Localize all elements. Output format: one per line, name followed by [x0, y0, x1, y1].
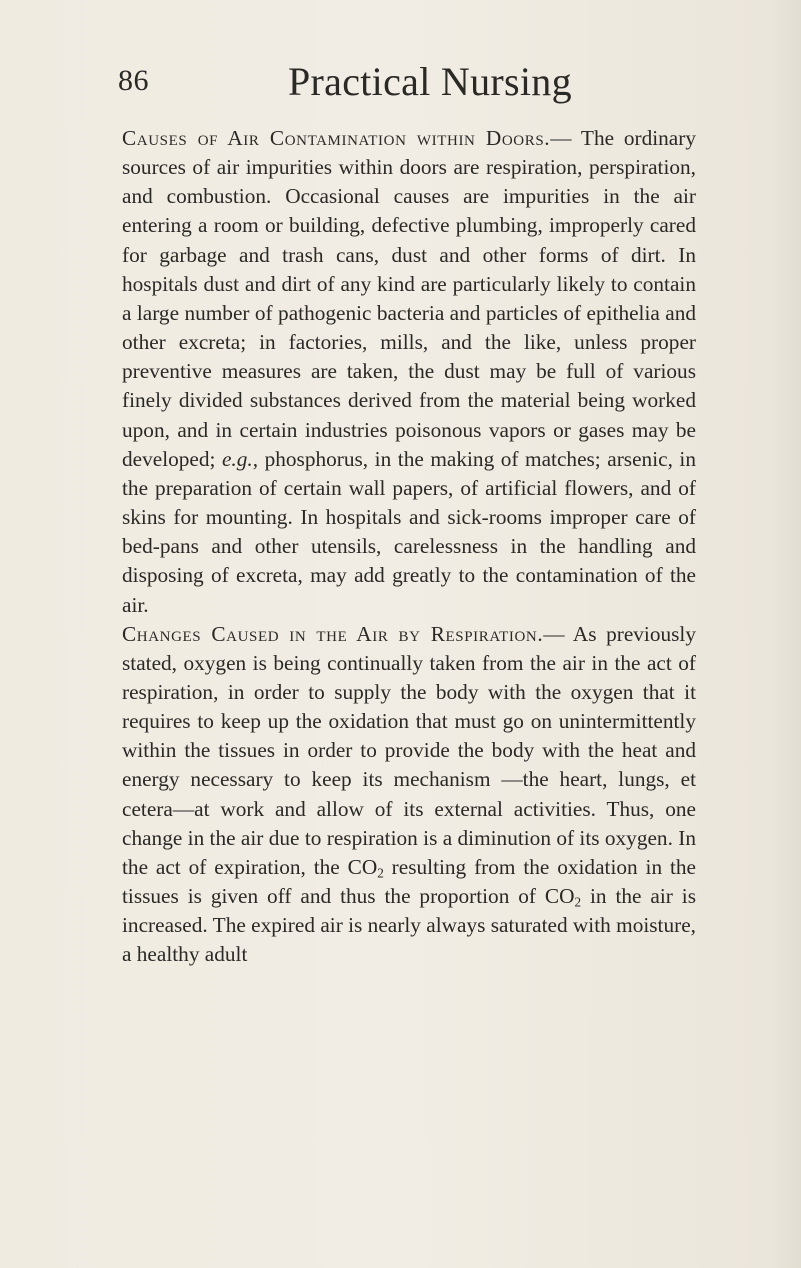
paragraph-text: in the air is increased. The expired air is nearly always saturated with moisture, a healthy adult: [122, 884, 697, 967]
paragraph-text: The ordinary sources of air impurities within doors are respiration, perspiration, and combustion. Occasional causes are impurities in the air entering a room or building, defective plumbing, improperly cared for garbage and trash cans, dust and other forms of dirt. In hospitals dust and dirt of any kind are particularly likely to contain a large number of pathogenic bacteria and particles of epithelia and other excreta; in factories, mills, and the like, unless proper preventive measures are taken, the dust may be full of various finely divided substances derived from the material being worked upon, and in certain industries poisonous vapors or gases may be developed;: [122, 126, 696, 471]
section-heading-respiration-changes: Changes Caused in the Air by Respiration.: [122, 621, 544, 646]
heading-dash: —: [550, 126, 572, 150]
subscript: 2: [574, 894, 582, 910]
paragraph-text: As previously stated, oxygen is being continually taken from the air in the act of respiration, in order to supply the body with the oxygen that it requires to keep up the oxidation that must go on unintermittently within the tissues in order to provide the body with the heat and energy necessary to keep its mechanism —the heart, lungs, et cetera—at work and allow of its external activities. Thus, one change in the air due to respiration is a diminution of its oxygen. In the act of expiration, the CO: [122, 621, 696, 879]
body-text: [122, 124, 696, 970]
section-heading-air-contamination: Causes of Air Contamination within Doors.: [122, 126, 551, 150]
page-number: 86: [118, 64, 149, 97]
paragraph-text: , phosphorus, in the making of matches; arsenic, in the preparation of certain wall papers, of artificial flowers, and of skins for mounting. In hospitals and sick-rooms improper care of bed-pans and other utensils, carelessness in the handling and disposing of excreta, may add greatly to the contamination of the air.: [122, 446, 696, 617]
running-head: [0, 58, 801, 108]
paragraph-air-contamination: [122, 124, 696, 620]
paragraph-text: resulting from the oxidation in the tissues is given off and thus the proportion of CO: [122, 854, 696, 909]
italic-abbreviation: e.g.: [221, 446, 253, 471]
paragraph-respiration-changes: [122, 620, 696, 970]
book-title: Practical Nursing: [288, 59, 572, 104]
subscript: 2: [377, 865, 384, 881]
heading-dash: —: [543, 621, 565, 646]
